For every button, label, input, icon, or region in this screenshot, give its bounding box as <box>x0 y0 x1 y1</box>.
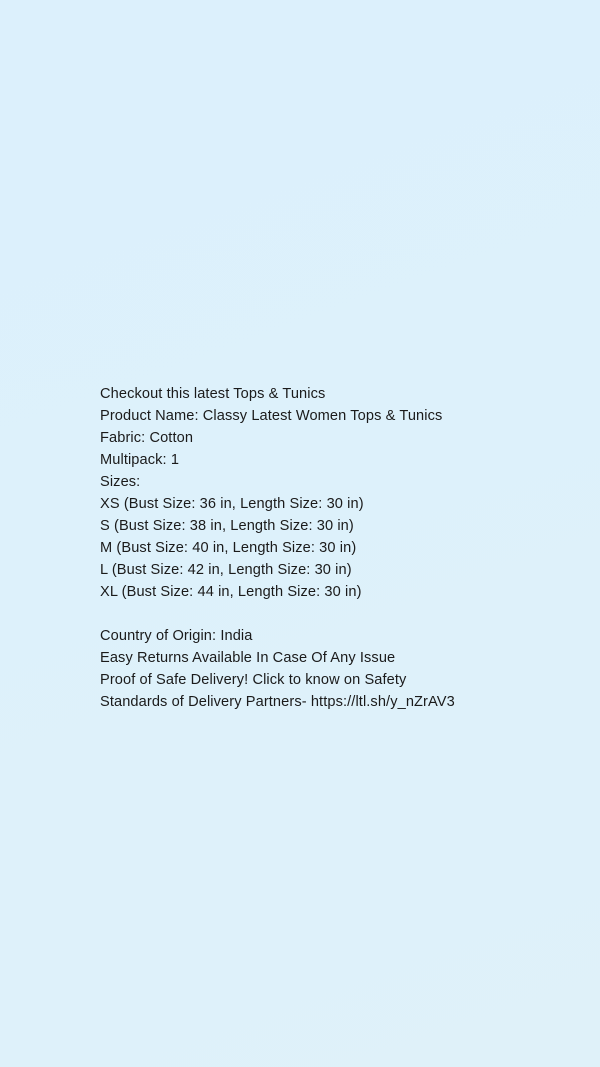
description-line-sizes-label: Sizes: <box>100 474 141 490</box>
description-line-product-name: Product Name: Classy Latest Women Tops & Tunics <box>100 408 443 424</box>
description-line-safe-delivery: Proof of Safe Delivery! Click to know on Safety <box>100 672 407 688</box>
description-line-country-of-origin: Country of Origin: India <box>100 628 253 644</box>
description-line-size-s: S (Bust Size: 38 in, Length Size: 30 in) <box>100 518 354 534</box>
product-description-block <box>100 383 560 713</box>
description-line-delivery-partners-link: Standards of Delivery Partners- https://ltl.sh/y_nZrAV3 <box>100 694 455 710</box>
description-line-size-m: M (Bust Size: 40 in, Length Size: 30 in) <box>100 540 357 556</box>
description-line-headline: Checkout this latest Tops & Tunics <box>100 386 326 402</box>
description-line-size-xs: XS (Bust Size: 36 in, Length Size: 30 in) <box>100 496 364 512</box>
description-line-easy-returns: Easy Returns Available In Case Of Any Issue <box>100 650 396 666</box>
description-line-size-xl: XL (Bust Size: 44 in, Length Size: 30 in) <box>100 584 362 600</box>
description-line-size-l: L (Bust Size: 42 in, Length Size: 30 in) <box>100 562 352 578</box>
description-line-fabric: Fabric: Cotton <box>100 430 194 446</box>
description-line-spacer <box>100 603 560 625</box>
description-line-multipack: Multipack: 1 <box>100 452 180 468</box>
